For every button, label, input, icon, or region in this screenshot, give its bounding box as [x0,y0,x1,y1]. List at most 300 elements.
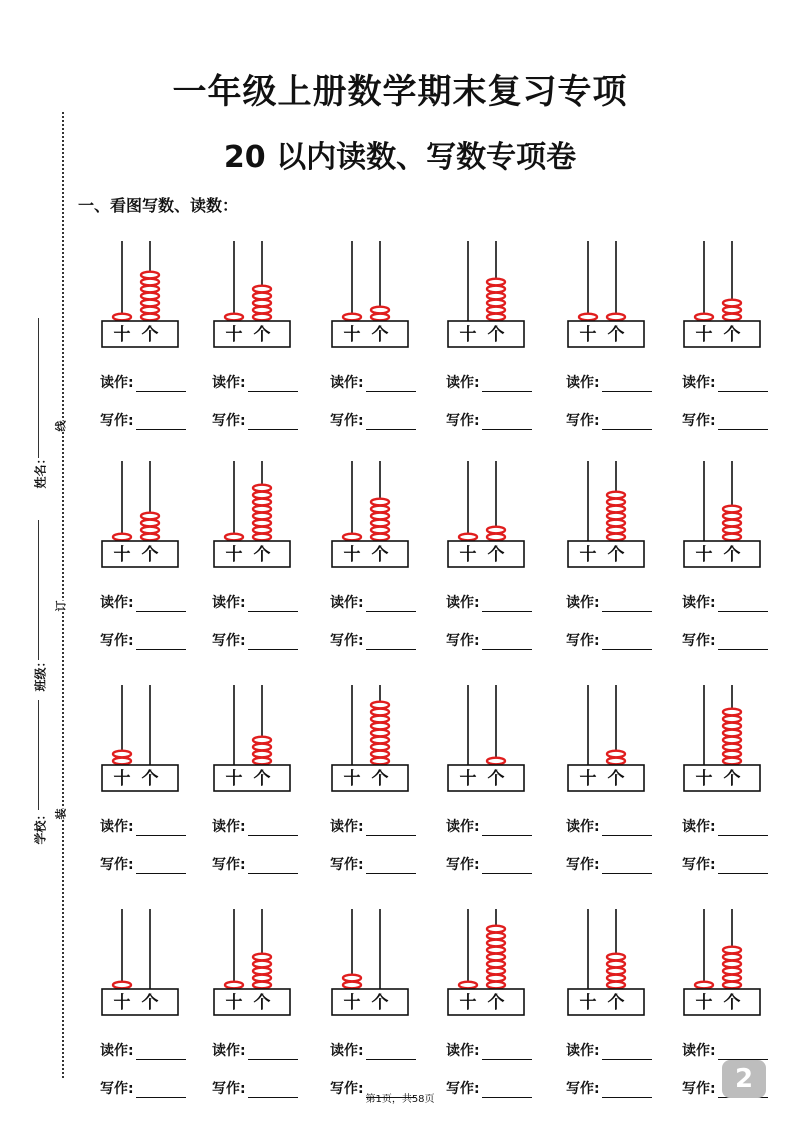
abacus-bead [723,314,741,321]
abacus-exercise [330,236,440,429]
read-label: 读作: [682,595,716,611]
section-heading: 一、看图写数、读数： [78,196,239,215]
abacus [682,904,764,1019]
read-answer-blank[interactable] [718,597,768,612]
abacus-bead [343,534,361,541]
tens-label: 十 [695,993,713,1013]
read-label: 读作: [330,819,364,835]
read-answer-row [100,592,186,612]
write-label: 写作: [682,857,716,873]
read-answer-blank[interactable] [136,821,186,836]
abacus-bead [371,534,389,541]
write-answer-blank[interactable] [718,859,768,874]
abacus-bead [141,272,159,279]
write-answer-blank[interactable] [136,859,186,874]
abacus-bead [371,702,389,709]
abacus [100,236,182,351]
read-answer-row [566,372,652,392]
tens-label: 十 [695,769,713,789]
write-answer-row [682,854,768,874]
binding-char-line: 线 [54,420,68,432]
ones-label: 个 [141,769,159,789]
read-answer-blank[interactable] [602,821,652,836]
tens-label: 十 [225,993,243,1013]
abacus [446,456,528,571]
abacus [100,456,182,571]
abacus-exercise [566,904,676,1097]
abacus-bead [723,744,741,751]
write-answer-row [446,854,532,874]
tens-label: 十 [459,545,477,565]
abacus-exercise [446,680,556,873]
read-answer-blank[interactable] [136,597,186,612]
abacus-bead [113,534,131,541]
tens-label: 十 [113,769,131,789]
read-answer-blank[interactable] [718,377,768,392]
read-answer-row [330,1040,416,1060]
read-answer-row [566,816,652,836]
write-answer-blank[interactable] [248,415,298,430]
write-answer-row [682,630,768,650]
tens-label: 十 [343,993,361,1013]
read-answer-blank[interactable] [248,377,298,392]
read-label: 读作: [566,595,600,611]
abacus-bead [723,723,741,730]
abacus-bead [253,961,271,968]
read-answer-blank[interactable] [366,1045,416,1060]
write-answer-row [212,854,298,874]
tens-label: 十 [579,545,597,565]
write-label: 写作: [446,857,480,873]
abacus-bead [371,716,389,723]
write-label: 写作: [566,1081,600,1097]
abacus [566,680,648,795]
abacus-bead [607,982,625,989]
read-answer-row [682,1040,768,1060]
abacus-exercise [100,904,210,1097]
tens-label: 十 [113,993,131,1013]
abacus-bead [607,961,625,968]
write-answer-blank[interactable] [248,635,298,650]
read-answer-blank[interactable] [602,597,652,612]
ones-label: 个 [487,325,505,345]
write-answer-blank[interactable] [602,415,652,430]
write-answer-row [330,854,416,874]
abacus-bead [723,527,741,534]
abacus-bead [253,492,271,499]
abacus-bead [607,758,625,765]
abacus-bead [253,737,271,744]
abacus-bead [253,975,271,982]
abacus-exercise [566,456,676,649]
abacus-bead [723,751,741,758]
abacus-bead [487,940,505,947]
write-answer-blank[interactable] [366,635,416,650]
side-blank-school [38,700,39,810]
abacus-bead [141,286,159,293]
abacus-bead [487,534,505,541]
read-answer-row [682,816,768,836]
abacus-bead [253,744,271,751]
abacus-bead [607,499,625,506]
abacus-bead [225,534,243,541]
write-label: 写作: [212,633,246,649]
abacus-bead [607,520,625,527]
ones-label: 个 [487,545,505,565]
abacus-bead [141,300,159,307]
abacus-bead [253,751,271,758]
read-answer-blank[interactable] [718,1045,768,1060]
read-answer-row [212,1040,298,1060]
write-answer-row [100,630,186,650]
abacus-bead [487,300,505,307]
abacus-bead [723,506,741,513]
abacus-bead [253,527,271,534]
ones-label: 个 [371,993,389,1013]
read-answer-blank[interactable] [366,377,416,392]
write-answer-row [212,630,298,650]
tens-label: 十 [459,325,477,345]
ones-label: 个 [141,325,159,345]
read-label: 读作: [682,819,716,835]
tens-label: 十 [225,545,243,565]
read-answer-row [446,592,532,612]
read-label: 读作: [566,375,600,391]
write-label: 写作: [100,857,134,873]
tens-label: 十 [225,769,243,789]
abacus [682,680,764,795]
abacus-exercise [100,236,210,429]
read-answer-row [330,592,416,612]
write-answer-row [100,854,186,874]
abacus-bead [371,527,389,534]
abacus-exercise [100,456,210,649]
read-answer-row [330,372,416,392]
abacus-exercise [212,456,322,649]
abacus-bead [607,534,625,541]
abacus [446,904,528,1019]
side-label-name: 姓名： [33,452,48,489]
ones-label: 个 [723,545,741,565]
read-label: 读作: [100,595,134,611]
write-answer-row [566,630,652,650]
abacus-bead [253,293,271,300]
read-answer-blank[interactable] [602,377,652,392]
read-answer-blank[interactable] [482,597,532,612]
ones-label: 个 [253,545,271,565]
read-label: 读作: [446,1043,480,1059]
abacus-bead [723,961,741,968]
read-answer-blank[interactable] [248,1045,298,1060]
abacus-bead [253,307,271,314]
read-answer-row [212,816,298,836]
write-answer-blank[interactable] [482,635,532,650]
abacus-bead [723,730,741,737]
abacus-exercise [446,236,556,429]
abacus-bead [723,737,741,744]
side-label-class: 班级： [33,655,48,692]
abacus-bead [371,513,389,520]
read-label: 读作: [682,375,716,391]
side-blank-class [38,520,39,660]
write-label: 写作: [212,1081,246,1097]
read-label: 读作: [330,375,364,391]
abacus-bead [141,534,159,541]
write-answer-blank[interactable] [136,415,186,430]
abacus-bead [113,758,131,765]
write-label: 写作: [446,633,480,649]
ones-label: 个 [371,769,389,789]
abacus-exercise [682,456,792,649]
abacus-bead [723,716,741,723]
write-answer-row [212,410,298,430]
side-blank-name [38,318,39,458]
read-label: 读作: [446,595,480,611]
abacus-exercise [682,236,792,429]
read-answer-row [212,592,298,612]
read-answer-row [446,816,532,836]
ones-label: 个 [371,325,389,345]
abacus-bead [253,534,271,541]
abacus-bead [487,286,505,293]
write-label: 写作: [330,633,364,649]
abacus-exercise [212,680,322,873]
abacus-bead [113,982,131,989]
read-label: 读作: [100,819,134,835]
write-label: 写作: [330,413,364,429]
read-label: 读作: [446,375,480,391]
abacus-bead [253,758,271,765]
abacus-bead [607,527,625,534]
abacus-bead [487,279,505,286]
write-answer-blank[interactable] [136,635,186,650]
tens-label: 十 [225,325,243,345]
abacus-exercise [100,680,210,873]
abacus-bead [487,758,505,765]
read-answer-row [566,1040,652,1060]
abacus-bead [141,520,159,527]
abacus-bead [695,982,713,989]
read-answer-row [100,1040,186,1060]
abacus-bead [253,954,271,961]
write-label: 写作: [682,633,716,649]
abacus-bead [225,314,243,321]
ones-label: 个 [607,769,625,789]
ones-label: 个 [487,993,505,1013]
abacus-exercise [682,680,792,873]
read-answer-blank[interactable] [248,597,298,612]
write-label: 写作: [566,633,600,649]
ones-label: 个 [607,325,625,345]
read-label: 读作: [100,375,134,391]
abacus-bead [141,307,159,314]
ones-label: 个 [253,769,271,789]
abacus-bead [371,307,389,314]
read-answer-blank[interactable] [366,597,416,612]
abacus-bead [225,982,243,989]
abacus-bead [487,961,505,968]
page-number-badge[interactable]: 2 [722,1060,766,1098]
tens-label: 十 [695,325,713,345]
abacus-bead [487,933,505,940]
abacus-bead [459,982,477,989]
abacus-bead [723,513,741,520]
tens-label: 十 [579,993,597,1013]
read-label: 读作: [212,375,246,391]
abacus-bead [371,499,389,506]
tens-label: 十 [343,545,361,565]
abacus-bead [579,314,597,321]
write-answer-blank[interactable] [482,859,532,874]
binding-char-bind: 订 [54,600,68,612]
abacus-bead [607,968,625,975]
abacus-bead [141,293,159,300]
abacus-bead [487,982,505,989]
abacus-bead [253,300,271,307]
abacus-bead [487,527,505,534]
ones-label: 个 [371,545,389,565]
write-label: 写作: [682,413,716,429]
tens-label: 十 [113,325,131,345]
abacus-bead [723,954,741,961]
read-answer-blank[interactable] [136,1045,186,1060]
read-label: 读作: [212,1043,246,1059]
abacus-bead [723,968,741,975]
read-answer-row [682,592,768,612]
abacus [330,456,412,571]
read-answer-blank[interactable] [366,821,416,836]
write-answer-blank[interactable] [248,859,298,874]
abacus-bead [371,709,389,716]
abacus [682,456,764,571]
abacus [330,680,412,795]
abacus-exercise [446,456,556,649]
read-answer-row [446,372,532,392]
abacus-bead [607,506,625,513]
abacus-bead [723,758,741,765]
write-answer-blank[interactable] [482,415,532,430]
abacus-bead [487,314,505,321]
abacus-bead [723,709,741,716]
abacus-bead [487,307,505,314]
abacus-bead [141,527,159,534]
abacus-bead [723,520,741,527]
ones-label: 个 [607,993,625,1013]
page-subtitle: 20 以内读数、写数专项卷 [223,140,577,175]
read-label: 读作: [566,819,600,835]
abacus-bead [487,926,505,933]
abacus-exercise [330,680,440,873]
write-label: 写作: [682,1081,716,1097]
read-answer-blank[interactable] [602,1045,652,1060]
abacus [566,904,648,1019]
abacus-bead [723,982,741,989]
tens-label: 十 [459,769,477,789]
write-answer-blank[interactable] [602,635,652,650]
ones-label: 个 [607,545,625,565]
read-answer-blank[interactable] [248,821,298,836]
abacus-bead [723,300,741,307]
abacus-bead [723,534,741,541]
abacus-bead [253,506,271,513]
side-label-school: 学校： [33,808,48,845]
abacus-exercise [330,456,440,649]
read-answer-row [212,372,298,392]
abacus-bead [607,751,625,758]
abacus-bead [459,534,477,541]
write-answer-blank[interactable] [602,859,652,874]
abacus [212,904,294,1019]
write-answer-blank[interactable] [366,415,416,430]
abacus [330,236,412,351]
abacus [566,236,648,351]
abacus-exercise [682,904,792,1097]
write-answer-blank[interactable] [718,635,768,650]
abacus-bead [113,751,131,758]
abacus-bead [607,314,625,321]
read-answer-blank[interactable] [482,821,532,836]
read-label: 读作: [682,1043,716,1059]
write-answer-row [446,630,532,650]
read-answer-row [682,372,768,392]
write-label: 写作: [100,413,134,429]
abacus-bead [487,968,505,975]
read-label: 读作: [330,1043,364,1059]
ones-label: 个 [141,545,159,565]
read-label: 读作: [212,595,246,611]
ones-label: 个 [253,325,271,345]
write-answer-row [682,410,768,430]
abacus-bead [253,314,271,321]
abacus-bead [607,954,625,961]
abacus-bead [343,314,361,321]
tens-label: 十 [113,545,131,565]
tens-label: 十 [343,325,361,345]
write-answer-blank[interactable] [366,859,416,874]
write-answer-row [330,410,416,430]
write-answer-row [330,630,416,650]
read-answer-row [100,372,186,392]
write-answer-row [566,410,652,430]
read-answer-blank[interactable] [482,377,532,392]
read-label: 读作: [446,819,480,835]
abacus [446,236,528,351]
write-answer-row [566,854,652,874]
abacus-bead [253,520,271,527]
page-title: 一年级上册数学期末复习专项 [172,72,628,112]
abacus-bead [253,485,271,492]
read-answer-blank[interactable] [718,821,768,836]
abacus-exercise [330,904,440,1097]
abacus-bead [371,723,389,730]
abacus-exercise [212,236,322,429]
read-answer-blank[interactable] [136,377,186,392]
binding-line [62,112,64,1078]
write-answer-blank[interactable] [718,415,768,430]
abacus-bead [371,730,389,737]
abacus-bead [253,286,271,293]
abacus [212,680,294,795]
read-answer-blank[interactable] [482,1045,532,1060]
abacus-bead [723,947,741,954]
ones-label: 个 [723,993,741,1013]
read-answer-row [566,592,652,612]
write-label: 写作: [566,413,600,429]
read-answer-row [100,816,186,836]
abacus-bead [141,314,159,321]
abacus-bead [487,947,505,954]
read-label: 读作: [100,1043,134,1059]
